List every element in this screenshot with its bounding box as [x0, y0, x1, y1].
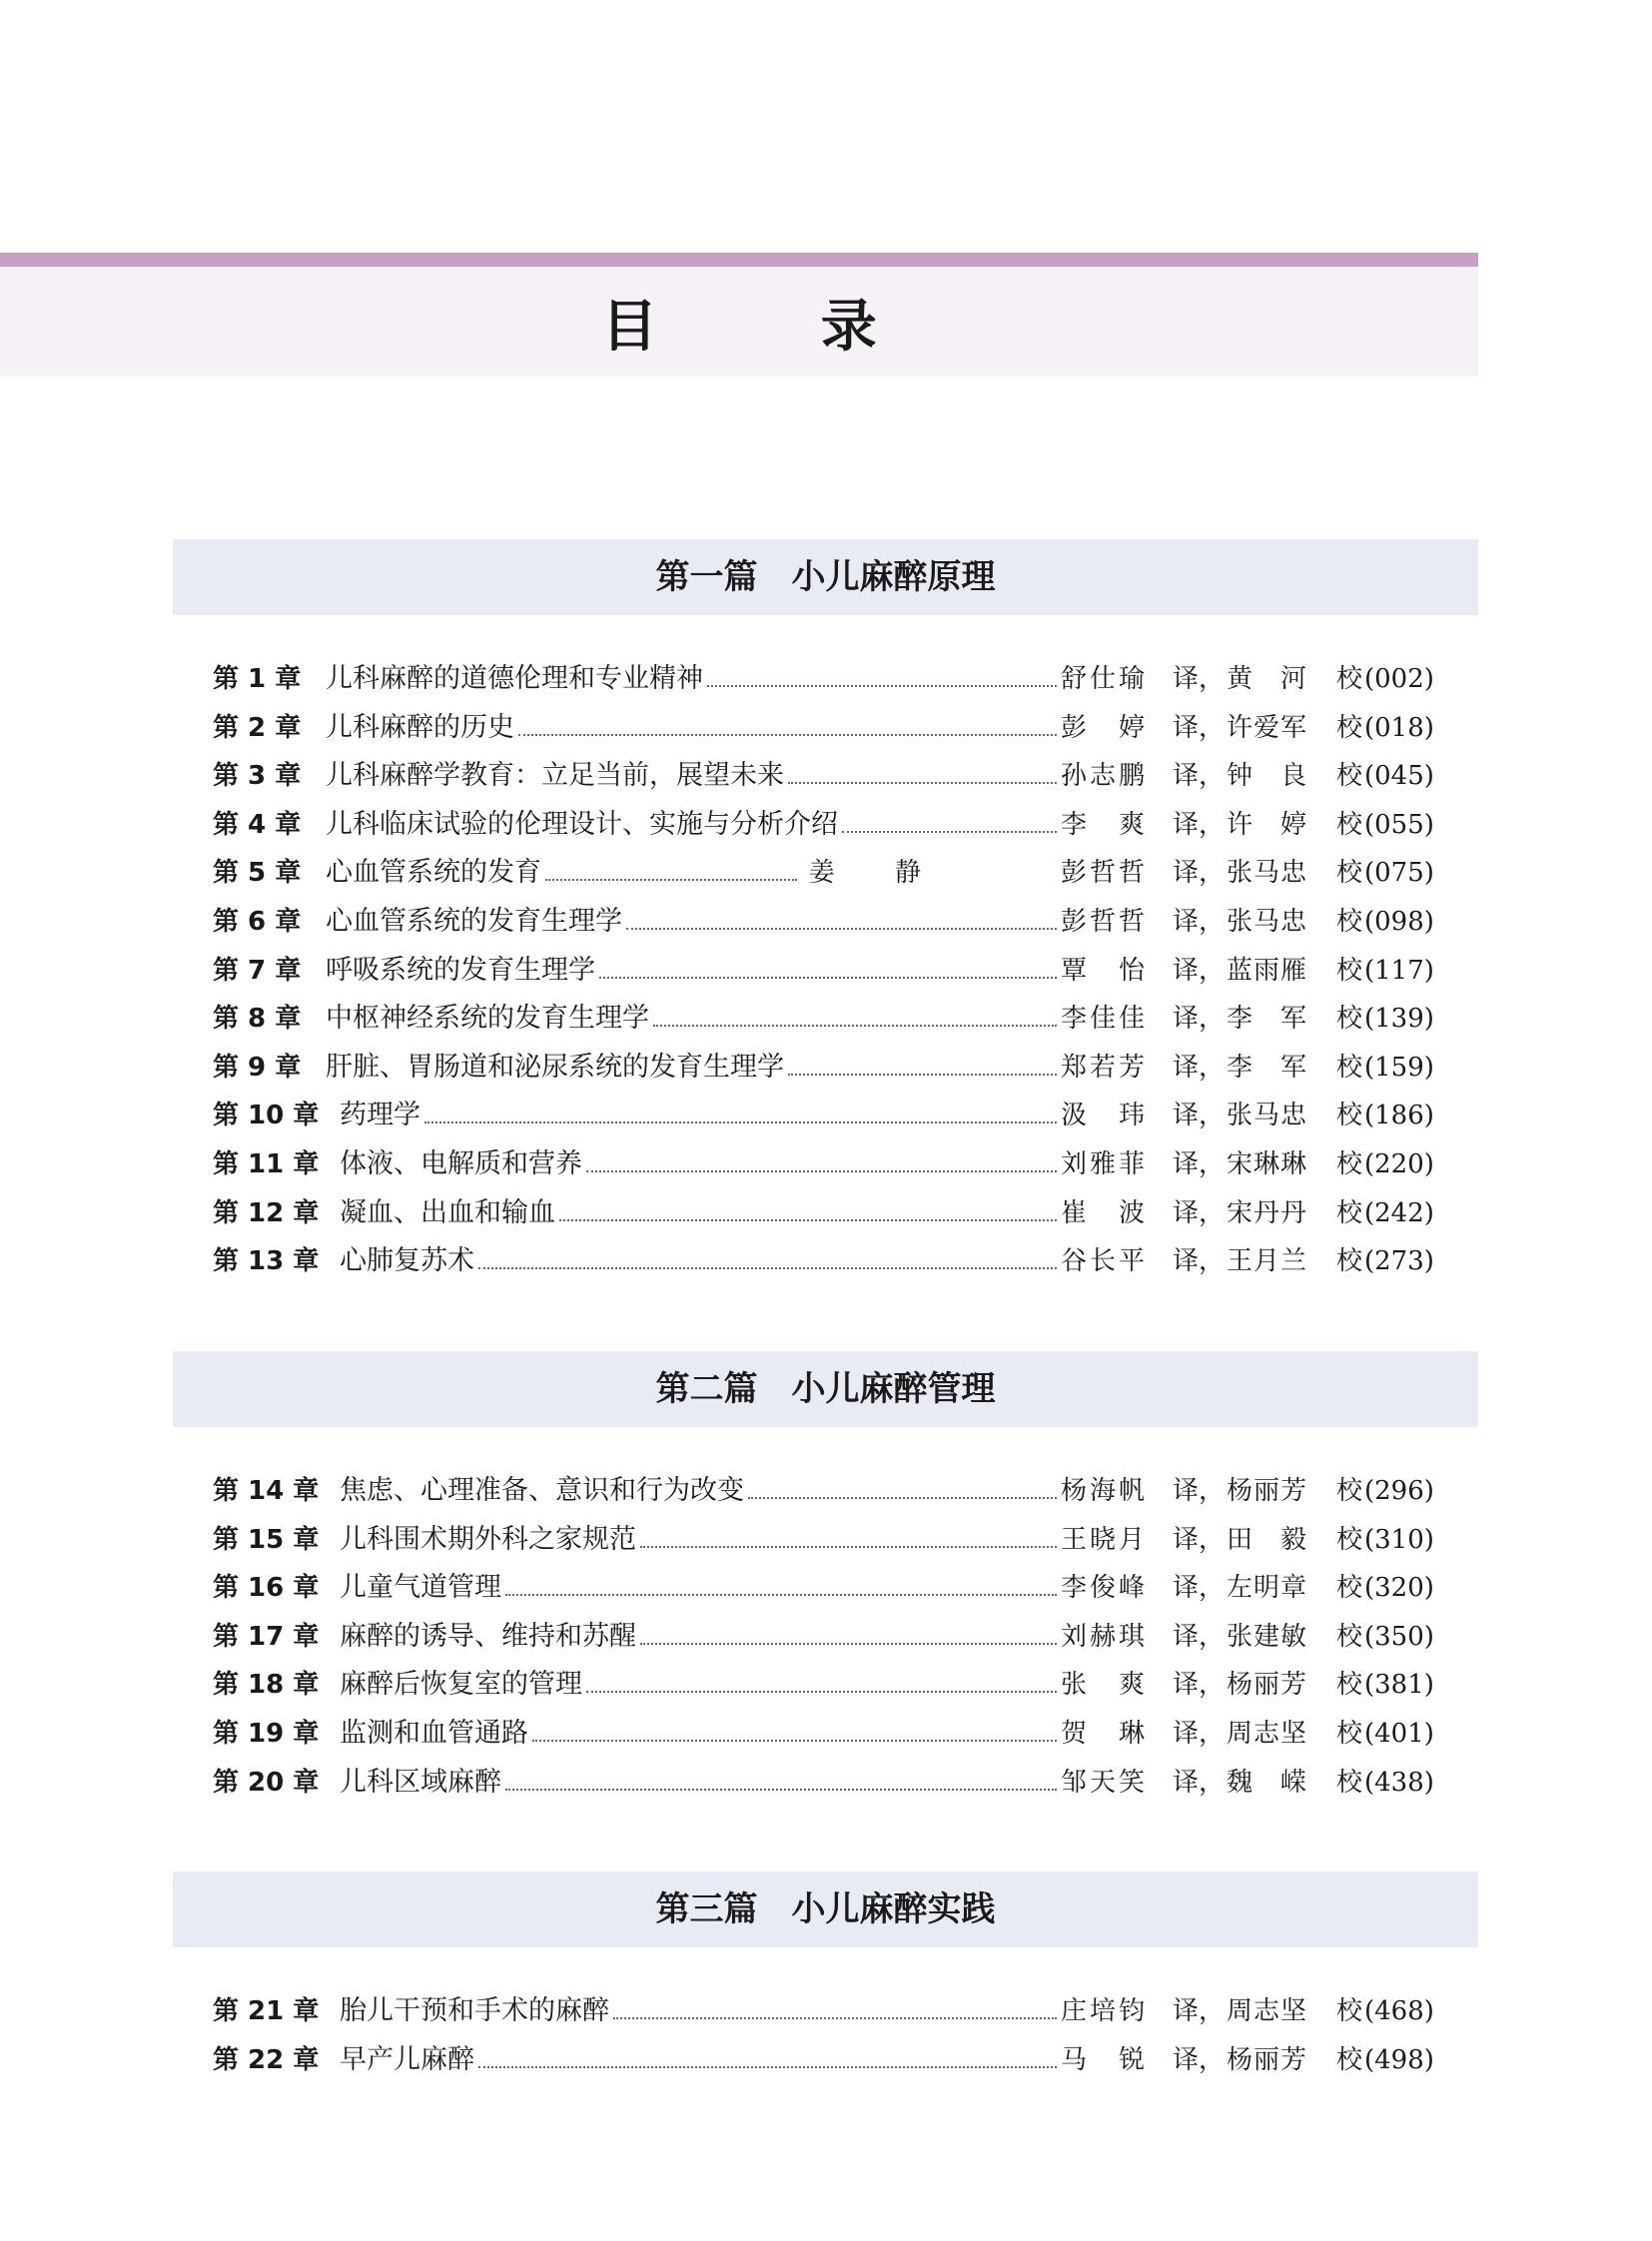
page-number: (350)	[1364, 1621, 1434, 1652]
translator: 崔 波	[1061, 1197, 1145, 1228]
toc-entry[interactable]	[173, 1613, 1478, 1662]
dot-leader	[748, 1497, 1057, 1499]
review-label: 校	[1336, 1197, 1363, 1228]
chapter-title: 凝血、出血和输血	[340, 1196, 555, 1228]
toc-entry[interactable]	[173, 1661, 1478, 1710]
review-label: 校	[1336, 1148, 1363, 1179]
chapter-title: 儿科围术期外科之家规范	[340, 1523, 636, 1555]
chapter-number: 第 6 章	[213, 906, 302, 937]
toc-entry[interactable]	[173, 655, 1478, 704]
toc-entry[interactable]	[173, 1987, 1478, 2036]
page-number: (018)	[1364, 712, 1434, 743]
review-label: 校	[1336, 809, 1363, 840]
review-label: 校	[1336, 1476, 1363, 1506]
chapter-title: 麻醉后恢复室的管理	[340, 1669, 582, 1701]
chapter-title: 心肺复苏术	[340, 1245, 474, 1277]
chapter-number: 第 2 章	[213, 712, 302, 743]
chapter-number: 第 1 章	[213, 664, 302, 694]
translate-label: 译，	[1173, 712, 1226, 743]
chapter-number: 第 16 章	[213, 1573, 320, 1604]
reviewer: 田 毅	[1227, 1524, 1306, 1555]
part-name: 小儿麻醉实践	[791, 1889, 996, 1929]
dot-leader	[586, 1691, 1057, 1693]
translate-label: 译，	[1173, 1524, 1226, 1555]
chapter-number: 第 17 章	[213, 1621, 320, 1652]
reviewer: 杨丽芳	[1227, 1670, 1306, 1701]
review-label: 校	[1336, 712, 1363, 743]
translate-label: 译，	[1173, 1246, 1226, 1277]
chapter-number: 第 18 章	[213, 1670, 320, 1701]
reviewer: 张马忠	[1227, 906, 1306, 937]
translator: 张 爽	[1061, 1670, 1145, 1701]
reviewer: 黄 河	[1227, 664, 1306, 694]
toc-entry[interactable]	[173, 1237, 1478, 1286]
chapter-title: 早产儿麻醉	[340, 2043, 474, 2075]
translator: 汲 玮	[1061, 1101, 1145, 1131]
chapter-number: 第 10 章	[213, 1101, 320, 1131]
dot-leader	[532, 1740, 1057, 1742]
review-label: 校	[1336, 1621, 1363, 1652]
page-number: (098)	[1364, 906, 1434, 937]
translate-label: 译，	[1173, 906, 1226, 937]
chapter-title: 心血管系统的发育	[326, 857, 541, 889]
dot-leader	[586, 1170, 1057, 1172]
chapter-list	[173, 1987, 1478, 2084]
toc-entry[interactable]	[173, 2036, 1478, 2085]
translate-label: 译，	[1173, 1197, 1226, 1228]
reviewer: 钟 良	[1227, 761, 1306, 792]
chapter-number: 第 15 章	[213, 1524, 320, 1555]
dot-leader	[559, 1219, 1057, 1221]
dot-leader	[842, 831, 1057, 833]
toc-entry[interactable]	[173, 1140, 1478, 1189]
toc-entry[interactable]	[173, 1759, 1478, 1808]
translator: 庄培钧	[1061, 1996, 1145, 2026]
translator: 彭哲哲	[1061, 858, 1145, 889]
translator: 刘赫琪	[1061, 1621, 1145, 1652]
toc-entry[interactable]	[173, 898, 1478, 947]
review-label: 校	[1336, 1052, 1363, 1083]
review-label: 校	[1336, 2044, 1363, 2075]
page-number: (468)	[1364, 1996, 1434, 2026]
chapter-title: 中枢神经系统的发育生理学	[326, 1003, 649, 1035]
chapter-number: 第 22 章	[213, 2044, 320, 2075]
extra-translator: 姜 静	[808, 858, 947, 889]
chapter-title: 儿科麻醉的历史	[326, 711, 514, 743]
review-label: 校	[1336, 1767, 1363, 1798]
translate-label: 译，	[1173, 1052, 1226, 1083]
translator: 杨海帆	[1061, 1476, 1145, 1506]
chapter-title: 麻醉的诱导、维持和苏醒	[340, 1620, 636, 1652]
page-number: (220)	[1364, 1148, 1434, 1179]
translate-label: 译，	[1173, 761, 1226, 792]
page-number: (139)	[1364, 1004, 1434, 1035]
chapter-title: 儿科麻醉的道德伦理和专业精神	[326, 663, 703, 694]
toc-entry[interactable]	[173, 704, 1478, 753]
translate-label: 译，	[1173, 664, 1226, 694]
translate-label: 译，	[1173, 1573, 1226, 1604]
toc-entry[interactable]	[173, 1564, 1478, 1613]
page-number: (273)	[1364, 1246, 1434, 1277]
translate-label: 译，	[1173, 1476, 1226, 1506]
translator: 李 爽	[1061, 809, 1145, 840]
chapter-title: 呼吸系统的发育生理学	[326, 954, 595, 986]
review-label: 校	[1336, 1996, 1363, 2026]
chapter-list	[173, 1467, 1478, 1807]
reviewer: 许 婷	[1227, 809, 1306, 840]
dot-leader	[478, 2066, 1057, 2068]
translator: 彭 婷	[1061, 712, 1145, 743]
toc-entry[interactable]	[173, 947, 1478, 996]
dot-leader	[505, 1594, 1057, 1596]
dot-leader	[505, 1789, 1057, 1791]
review-label: 校	[1336, 1573, 1363, 1604]
page-number: (159)	[1364, 1052, 1434, 1083]
chapter-number: 第 4 章	[213, 809, 302, 840]
toc-entry[interactable]	[173, 1710, 1478, 1759]
chapter-title: 儿童气道管理	[340, 1572, 501, 1604]
dot-leader	[640, 1546, 1057, 1548]
chapter-title: 体液、电解质和营养	[340, 1147, 582, 1179]
chapter-title: 心血管系统的发育生理学	[326, 905, 622, 937]
translate-label: 译，	[1173, 1148, 1226, 1179]
chapter-title: 胎儿干预和手术的麻醉	[340, 1995, 609, 2026]
reviewer: 魏 嵘	[1227, 1767, 1306, 1798]
toc-entry[interactable]	[173, 995, 1478, 1044]
part-section	[173, 1871, 1478, 2084]
reviewer: 张建敏	[1227, 1621, 1306, 1652]
chapter-number: 第 3 章	[213, 761, 302, 792]
translate-label: 译，	[1173, 1670, 1226, 1701]
translator: 马 锐	[1061, 2044, 1145, 2075]
review-label: 校	[1336, 955, 1363, 986]
reviewer: 杨丽芳	[1227, 1476, 1306, 1506]
dot-leader	[788, 1074, 1057, 1076]
page-number: (320)	[1364, 1573, 1434, 1604]
reviewer: 宋丹丹	[1227, 1197, 1306, 1228]
part-header	[173, 1351, 1478, 1427]
chapter-number: 第 21 章	[213, 1996, 320, 2026]
dot-leader	[653, 1025, 1057, 1027]
toc-entry[interactable]	[173, 752, 1478, 801]
part-number: 第一篇	[655, 557, 758, 597]
title-band	[0, 253, 1478, 376]
translate-label: 译，	[1173, 1621, 1226, 1652]
translate-label: 译，	[1173, 2044, 1226, 2075]
dot-leader	[707, 685, 1057, 687]
page-number: (117)	[1364, 955, 1434, 986]
reviewer: 李 军	[1227, 1052, 1306, 1083]
translate-label: 译，	[1173, 858, 1226, 889]
chapter-number: 第 5 章	[213, 858, 302, 889]
translator: 谷长平	[1061, 1246, 1145, 1277]
reviewer: 王月兰	[1227, 1246, 1306, 1277]
review-label: 校	[1336, 1524, 1363, 1555]
translator: 李佳佳	[1061, 1004, 1145, 1035]
part-section	[173, 1351, 1478, 1807]
translator: 覃 怡	[1061, 955, 1145, 986]
part-name: 小儿麻醉管理	[791, 1369, 996, 1409]
reviewer: 李 军	[1227, 1004, 1306, 1035]
title-band-accent-line	[0, 253, 1478, 267]
chapter-title: 药理学	[340, 1100, 420, 1131]
reviewer: 杨丽芳	[1227, 2044, 1306, 2075]
part-name: 小儿麻醉原理	[791, 557, 996, 597]
dot-leader	[478, 1267, 1057, 1269]
part-number: 第三篇	[655, 1889, 758, 1929]
page-number: (002)	[1364, 664, 1434, 694]
reviewer: 蓝雨雁	[1227, 955, 1306, 986]
part-header	[173, 539, 1478, 615]
chapter-number: 第 20 章	[213, 1767, 320, 1798]
page-number: (075)	[1364, 858, 1434, 889]
chapter-number: 第 11 章	[213, 1148, 320, 1179]
review-label: 校	[1336, 664, 1363, 694]
chapter-number: 第 13 章	[213, 1246, 320, 1277]
translator: 贺 琳	[1061, 1718, 1145, 1749]
part-number: 第二篇	[655, 1369, 758, 1409]
chapter-title: 儿科区域麻醉	[340, 1766, 501, 1798]
translate-label: 译，	[1173, 1996, 1226, 2026]
reviewer: 周志坚	[1227, 1718, 1306, 1749]
review-label: 校	[1336, 858, 1363, 889]
reviewer: 许爱军	[1227, 712, 1306, 743]
chapter-title: 儿科临床试验的伦理设计、实施与分析介绍	[326, 808, 838, 840]
translator: 郑若芳	[1061, 1052, 1145, 1083]
review-label: 校	[1336, 1101, 1363, 1131]
translate-label: 译，	[1173, 955, 1226, 986]
chapter-title: 监测和血管通路	[340, 1717, 528, 1749]
reviewer: 张马忠	[1227, 858, 1306, 889]
review-label: 校	[1336, 1670, 1363, 1701]
page-number: (401)	[1364, 1718, 1434, 1749]
translate-label: 译，	[1173, 1101, 1226, 1131]
review-label: 校	[1336, 1718, 1363, 1749]
page-number: (055)	[1364, 809, 1434, 840]
page-number: (310)	[1364, 1524, 1434, 1555]
translate-label: 译，	[1173, 809, 1226, 840]
chapter-title: 焦虑、心理准备、意识和行为改变	[340, 1475, 744, 1506]
review-label: 校	[1336, 1246, 1363, 1277]
toc-entry[interactable]	[173, 1516, 1478, 1565]
toc-entry[interactable]	[173, 801, 1478, 850]
chapter-number: 第 14 章	[213, 1476, 320, 1506]
dot-leader	[613, 2017, 1057, 2019]
dot-leader	[640, 1643, 1057, 1645]
page-number: (186)	[1364, 1101, 1434, 1131]
chapter-number: 第 8 章	[213, 1004, 302, 1035]
part-header	[173, 1871, 1478, 1947]
dot-leader	[518, 734, 1057, 736]
chapter-number: 第 7 章	[213, 955, 302, 986]
translate-label: 译，	[1173, 1004, 1226, 1035]
chapter-number: 第 12 章	[213, 1197, 320, 1228]
reviewer: 宋琳琳	[1227, 1148, 1306, 1179]
toc-entry[interactable]	[173, 1189, 1478, 1238]
review-label: 校	[1336, 1004, 1363, 1035]
translator: 王晓月	[1061, 1524, 1145, 1555]
translator: 刘雅菲	[1061, 1148, 1145, 1179]
review-label: 校	[1336, 906, 1363, 937]
dot-leader	[626, 928, 1057, 930]
toc-entry[interactable]	[173, 1044, 1478, 1093]
translator: 邹天笑	[1061, 1767, 1145, 1798]
chapter-number: 第 9 章	[213, 1052, 302, 1083]
translator: 彭哲哲	[1061, 906, 1145, 937]
dot-leader	[545, 879, 797, 881]
page-number: (045)	[1364, 761, 1434, 792]
translate-label: 译，	[1173, 1718, 1226, 1749]
review-label: 校	[1336, 761, 1363, 792]
chapter-list	[173, 655, 1478, 1286]
page-number: (381)	[1364, 1670, 1434, 1701]
toc-entry[interactable]	[173, 1467, 1478, 1516]
dot-leader	[599, 977, 1057, 979]
part-section	[173, 539, 1478, 1286]
translate-label: 译，	[1173, 1767, 1226, 1798]
chapter-number: 第 19 章	[213, 1718, 320, 1749]
chapter-title: 肝脏、胃肠道和泌尿系统的发育生理学	[326, 1051, 784, 1083]
page-number: (498)	[1364, 2044, 1434, 2075]
page-title: 目 录	[601, 294, 949, 360]
toc-entry[interactable]	[173, 1092, 1478, 1140]
page-number: (438)	[1364, 1767, 1434, 1798]
reviewer: 张马忠	[1227, 1101, 1306, 1131]
dot-leader	[788, 782, 1057, 784]
reviewer: 左明章	[1227, 1573, 1306, 1604]
translator: 李俊峰	[1061, 1573, 1145, 1604]
toc-entry[interactable]	[173, 849, 1478, 898]
translator: 孙志鹏	[1061, 761, 1145, 792]
dot-leader	[424, 1121, 1057, 1123]
translator: 舒仕瑜	[1061, 664, 1145, 694]
page-number: (242)	[1364, 1197, 1434, 1228]
chapter-title: 儿科麻醉学教育：立足当前，展望未来	[326, 760, 784, 792]
reviewer: 周志坚	[1227, 1996, 1306, 2026]
page-number: (296)	[1364, 1476, 1434, 1506]
